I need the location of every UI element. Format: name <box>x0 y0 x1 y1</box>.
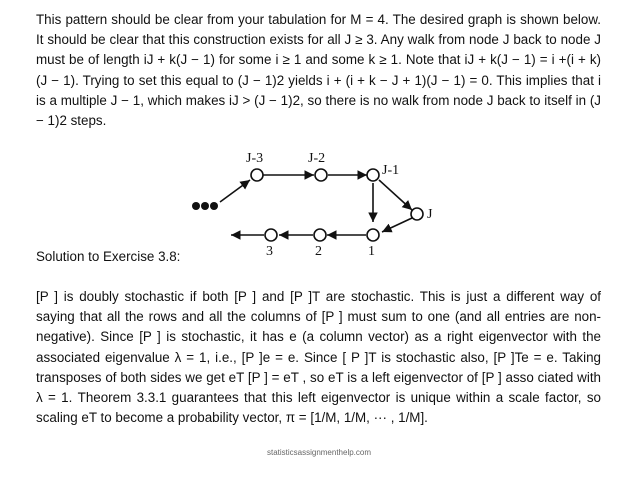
label-j: J <box>427 207 433 222</box>
label-j-2: J-2 <box>308 151 326 166</box>
ellipsis-dots <box>192 202 218 210</box>
node-1 <box>367 229 379 241</box>
footer-watermark: statisticsassignmenthelp.com <box>266 448 372 457</box>
node-2 <box>314 229 326 241</box>
solution-heading: Solution to Exercise 3.8: <box>36 249 181 264</box>
paragraph-tabulation: This pattern should be clear from your tabulation for M = 4. The desired graph is shown below. It should be clear that this construction exists for all J ≥ 3. Any walk from node J back to node J must be of length iJ + k(J − 1) for some i ≥ 1 and some k ≥ 1. Note that iJ + k(J − 1) = i +(i + k)(J − 1). Trying to set this equal to (J − 1)2 yields i + (i + k − J + 1)(J − 1) = 0. This implies that i is a multiple J − 1, which makes iJ > (J − 1)2, so there is no walk from node J back to itself in (J − 1)2 steps. <box>36 12 601 129</box>
label-j-1: J-1 <box>382 163 400 178</box>
node-j-3 <box>251 169 263 181</box>
label-1: 1 <box>368 244 375 259</box>
label-j-3: J-3 <box>246 151 264 166</box>
label-2: 2 <box>315 244 322 259</box>
paragraph-solution: [P ] is doubly stochastic if both [P ] and [P ]T are stochastic. This is just a different way of saying that all the rows and all the columns of [P ] must sum to one (and all entries are non-negative). Since [P ] is stochastic, it has e (a column vector) as a right eigenvector with the associated eigenvalue λ = 1, i.e., [P ]e = e. Since [ P ]T is stochastic also, [P ]Te = e. Taking transposes of both sides we get eT [P ] = eT , so eT is a left eigenvector of [P ] asso ciated with λ = 1. Theorem 3.3.1 guarantees that this left eigenvector is unique within a scale factor, so scaling eT to become a probability vector, π = [1/M, 1/M, ··· , 1/M]. <box>36 289 601 426</box>
node-j-1 <box>367 169 379 181</box>
node-3 <box>265 229 277 241</box>
edge-j-to-1 <box>382 218 412 232</box>
label-3: 3 <box>266 244 273 259</box>
walk-graph-diagram <box>186 142 456 264</box>
node-j-2 <box>315 169 327 181</box>
edge-dots-to-j3 <box>220 180 250 202</box>
node-j <box>411 208 423 220</box>
edge-j1-to-j <box>379 180 412 210</box>
